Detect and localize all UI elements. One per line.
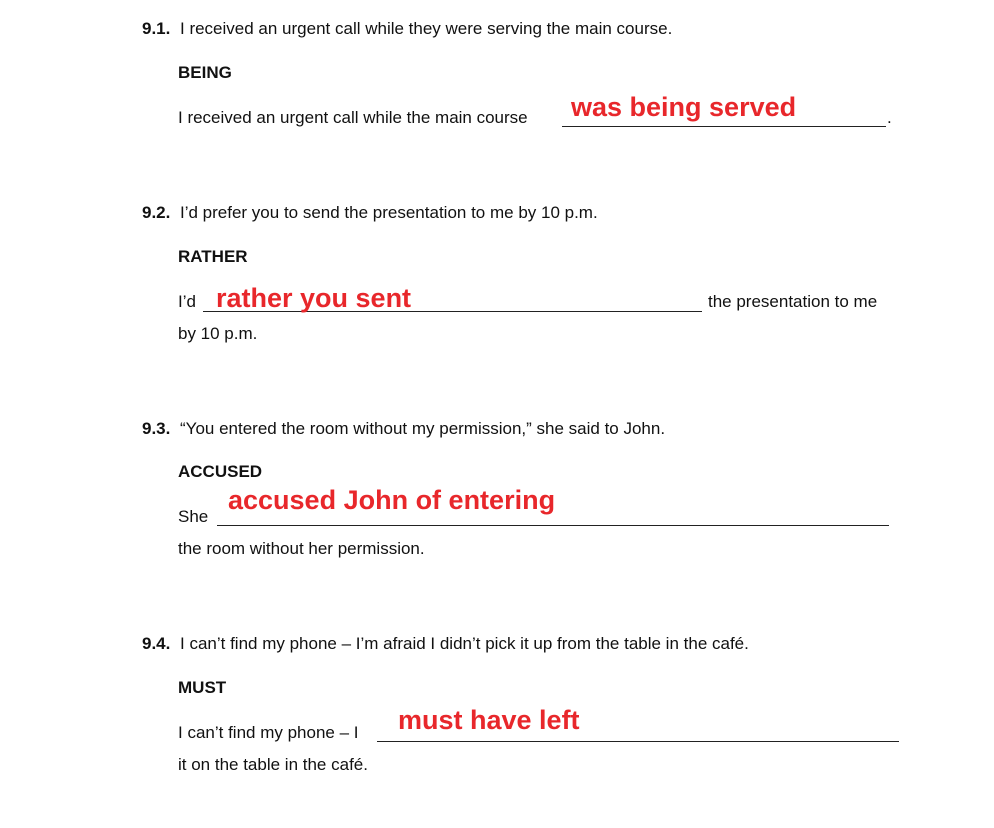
sentence-start: I can’t find my phone – I [178,723,359,742]
keyword: MUST [178,678,227,697]
question-number: 9.4. [142,634,171,653]
question-prompt: “You entered the room without my permission,” she said to John. [180,419,666,438]
sentence-end: . [887,108,892,127]
question-prompt: I can’t find my phone – I’m afraid I didn’t pick it up from the table in the café. [180,634,749,653]
sentence-end: the presentation to me [708,292,878,311]
keyword: ACCUSED [178,462,263,481]
handwritten-answer: accused John of entering [228,485,556,515]
keyword: RATHER [178,247,248,266]
sentence-continuation: it on the table in the café. [178,755,368,774]
question-number: 9.3. [142,419,171,438]
sentence-start: She [178,507,209,526]
sentence-continuation: by 10 p.m. [178,324,258,343]
answer-blank[interactable] [377,741,899,742]
question-prompt: I’d prefer you to send the presentation to me by 10 p.m. [180,203,598,222]
sentence-start: I received an urgent call while the main course [178,108,528,127]
question-number: 9.2. [142,203,171,222]
handwritten-answer: must have left [398,705,580,735]
answer-blank[interactable] [217,525,889,526]
keyword: BEING [178,63,232,82]
handwritten-answer: was being served [571,92,797,122]
sentence-start: I’d [178,292,196,311]
question-prompt: I received an urgent call while they were serving the main course. [180,19,673,38]
handwritten-answer: rather you sent [216,283,412,313]
question-number: 9.1. [142,19,171,38]
answer-blank[interactable] [562,126,886,127]
sentence-continuation: the room without her permission. [178,539,425,558]
